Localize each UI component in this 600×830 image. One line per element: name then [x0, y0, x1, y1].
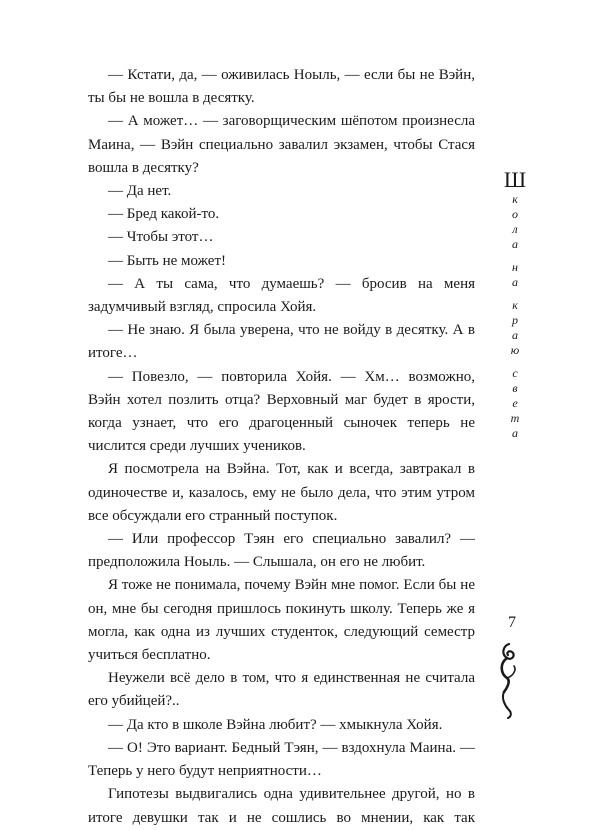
paragraph: — А может… — заговорщическим шёпотом произнесла Маина, — Вэйн специально завалил экзамен, чтобы Стася вошла в десятку? — [88, 113, 475, 176]
paragraph: — Да нет. — [108, 183, 172, 200]
paragraph: — Быть не может! — [108, 252, 227, 269]
paragraph: — Да кто в школе Вэйна любит? — хмыкнула Хойя. — [108, 716, 443, 733]
paragraph: Я тоже не понимала, почему Вэйн мне помог. Если бы не он, мне бы сегодня пришлось покинуть школу. Теперь же я могла, как одна из лучших студенток, следующий семестр учиться бесплатно. — [88, 577, 475, 664]
running-title-letter: р — [512, 313, 518, 327]
paragraph: Неужели всё дело в том, что я единственная не считала его убийцей?.. — [88, 670, 475, 710]
running-title-letter: т — [510, 411, 520, 425]
paragraph: — Кстати, да, — оживилась Ноыль, — если бы не Вэйн, ты бы не вошла в десятку. — [88, 67, 475, 107]
running-title-letter: е — [512, 396, 518, 410]
running-title-letter: а — [512, 426, 518, 440]
paragraph: — Чтобы этот… — [108, 229, 214, 246]
running-title-letter: ю — [510, 343, 520, 357]
paragraph: Я посмотрела на Вэйна. Тот, как и всегда, завтракал в одиночестве и, казалось, ему не было дела, что этим утром все обсуждали его странный поступок. — [88, 461, 475, 524]
paragraph: — Повезло, — повторила Хойя. — Хм… возможно, Вэйн хотел позлить отца? Верховный маг будет в ярости, когда узнает, что его драгоценный сыночек теперь не числится среди лучших учеников. — [88, 368, 475, 455]
running-title-letter: в — [512, 381, 518, 395]
running-title — [500, 168, 530, 441]
paragraph: — А ты сама, что думаешь? — бросив на меня задумчивый взгляд, спросила Хойя. — [88, 275, 475, 316]
running-title-letter: л — [512, 222, 518, 236]
running-title-letter: н — [512, 260, 518, 274]
running-title-letter: а — [512, 237, 518, 251]
paragraph: — Бред какой-то. — [108, 206, 220, 223]
paragraph: — О! Это вариант. Бедный Тэян, — вздохнула Маина. — Теперь у него будут неприятности… — [88, 739, 475, 780]
page-number: 7 — [508, 614, 516, 631]
body-text — [88, 64, 475, 830]
running-title-letter: о — [512, 207, 518, 221]
paragraph: Гипотезы выдвигались одна удивительнее другой, но в итоге девушки так и не сошлись во мнении, как так — [88, 786, 475, 826]
running-title-letter: Ш — [503, 167, 527, 192]
running-title-letter: к — [512, 192, 518, 206]
paragraph: — Или профессор Тэян его специально завалил? — предположила Ноыль. — Слышала, он его не любит. — [88, 531, 475, 571]
running-title-letter: к — [512, 298, 518, 312]
paragraph: — Не знаю. Я была уверена, что не войду в десятку. А в итоге… — [88, 322, 475, 362]
running-title-letter: а — [512, 328, 518, 342]
running-title-letter: с — [512, 366, 518, 380]
ornament-icon — [495, 640, 525, 720]
running-title-letter: а — [512, 275, 518, 289]
